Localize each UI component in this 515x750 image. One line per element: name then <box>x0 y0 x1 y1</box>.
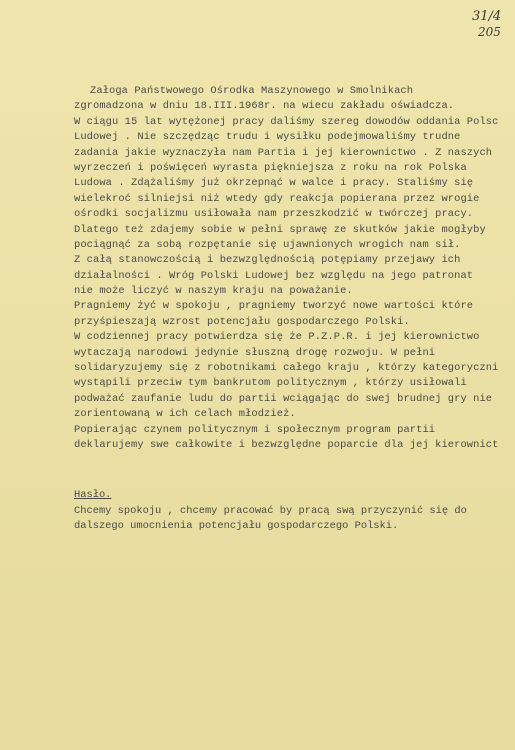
motto-text <box>74 504 514 535</box>
text-line: wytaczają narodowi jedynie słuszną drogę rozwoju. W pełni <box>74 346 436 359</box>
text-line: Ludowej . Nie szczędząc trudu i wysiłku podejmowaliśmy trudne <box>74 131 461 144</box>
text-line: Ludowa . Zdążaliśmy już okrzepnąć w walce i pracy. Staliśmy się <box>74 177 474 190</box>
text-line: Dlatego też zdajemy sobie w pełni sprawę ze skutków jakie mogłyby <box>74 223 486 236</box>
text-line: wyrzeczeń i poświęceń wyrasta piękniejsza z roku na rok Polska <box>74 161 467 174</box>
text-line: wystąpili przeciw tym bankrutom politycznym , którzy usiłowali <box>74 377 467 390</box>
text-line: solidaryzujemy się z robotnikami całego kraju , którzy kategoryczni <box>74 362 499 375</box>
text-line: Popierając czynem politycznym i społecznym program partii <box>74 423 436 436</box>
resolution-text <box>74 84 514 453</box>
text-line: pociągnąć za sobą rozpętanie się ujawnionych wrogich nam sił. <box>74 238 461 251</box>
handwritten-archive-number: 205 <box>478 25 501 39</box>
text-line: podważać zaufanie ludu do partii wciągając do swej brudnej gry nie <box>74 392 493 405</box>
text-line: działalności . Wróg Polski Ludowej bez względu na jego patronat <box>74 269 474 282</box>
handwritten-page-number: 31/4 <box>472 9 502 24</box>
text-line: Załoga Państwowego Ośrodka Maszynowego w Smolnikach <box>90 85 414 97</box>
text-line: zadania jakie wyznaczyła nam Partia i jej kierownictwo . Z naszych <box>74 146 493 159</box>
motto-line: dalszego umocnienia potencjału gospodarczego Polski. <box>74 520 399 533</box>
text-line: przyśpieszają wzrost potencjału gospodarczego Polski. <box>74 315 410 328</box>
text-line: W codziennej pracy potwierdza się że P.Z.P.R. i jej kierownictwo <box>74 331 480 344</box>
text-line: W ciągu 15 lat wytężonej pracy daliśmy szereg dowodów oddania Polsc <box>74 115 499 128</box>
text-line: zorientowaną w ich celach młodzież. <box>74 408 296 421</box>
text-line: wielekroć silniejsi niż wtedy gdy reakcja popierana przez wrogie <box>74 192 480 205</box>
text-line: ośrodki socjalizmu usiłowała nam przeszkodzić w twórczej pracy. <box>74 208 474 221</box>
motto-heading: Hasło. <box>74 489 112 501</box>
text-line: Z całą stanowczością i bezwzględnością potępiamy przejawy ich <box>74 254 461 267</box>
text-line: nie może liczyć w naszym kraju na poważanie. <box>74 285 353 298</box>
text-line: zgromadzona w dniu 18.III.1968r. na wiecu zakładu oświadcza. <box>74 100 455 113</box>
text-line: Pragniemy żyć w spokoju , pragniemy tworzyć nowe wartości które <box>74 300 474 313</box>
text-line: deklarujemy swe całkowite i bezwzględne poparcie dla jej kierownict <box>74 438 499 451</box>
motto-line: Chcemy spokoju , chcemy pracować by pracą swą przyczynić się do <box>74 505 467 517</box>
